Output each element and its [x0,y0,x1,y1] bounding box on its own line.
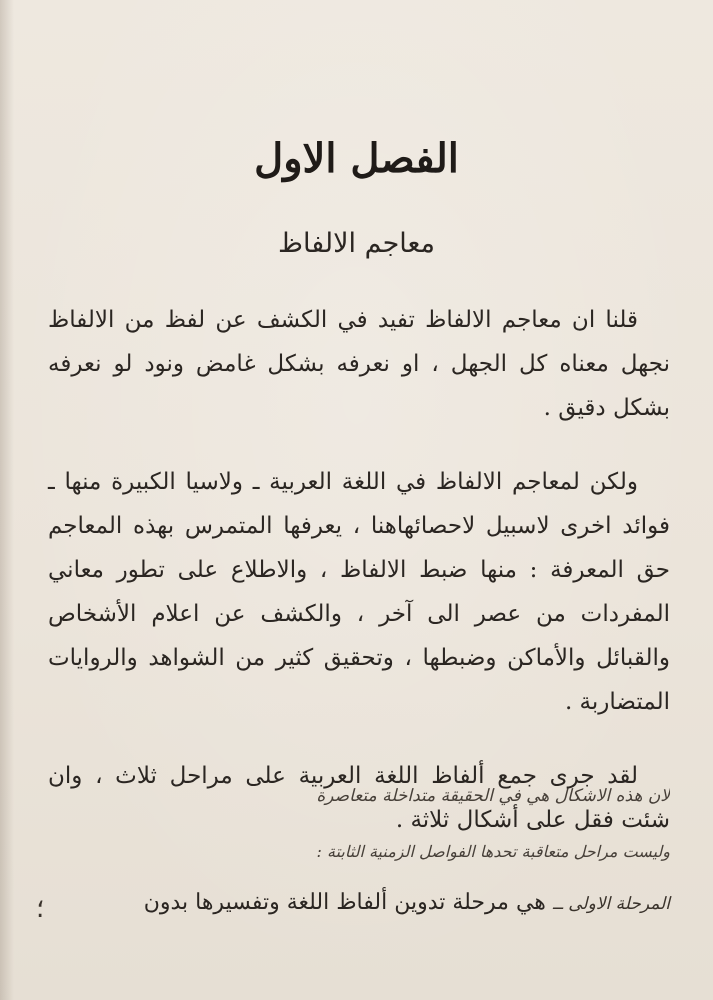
stage-one-line [48,890,670,915]
body-text [48,298,670,846]
handwritten-note-1: لان هذه الاشكال هي في الحقيقة متداخلة متعاصرة [316,786,670,806]
paragraph-1: قلنا ان معاجم الالفاظ تفيد في الكشف عن لفظ من الالفاظ نجهل معناه كل الجهل ، او نعرفه بشكل غامض ونود لو نعرفه بشكل دقيق . [48,307,670,421]
section-title: معاجم الالفاظ [278,228,435,259]
stage-one-label: المرحلة الاولى ــ [552,894,670,914]
paragraph-3: لقد جرى جمع ألفاظ اللغة العربية على مراحل ثلاث ، وان شئت فقل على أشكال ثلاثة . [48,763,670,833]
margin-mark: ؛ [36,894,45,924]
handwritten-note-2: وليست مراحل متعاقبة تحدها الفواصل الزمنية الثابتة : [316,842,670,861]
stage-one-text: هي مرحلة تدوين ألفاظ اللغة وتفسيرها بدون [143,890,546,915]
paragraph-2: ولكن لمعاجم الالفاظ في اللغة العربية ـ ولاسيا الكبيرة منها ـ فوائد اخرى لاسبيل لاحصائهاهنا ، يعرفها المتمرس بهذه المعاجم حق المعرفة : منها ضبط الالفاظ ، والاطلاع على تطور معاني المفردات من عصر الى آخر ، والكشف عن اعلام الأشخاص والقبائل والأماكن وضبطها ، وتحقيق كثير من الشواهد والروايات المتضاربة . [48,469,670,715]
chapter-title: الفصل الاول [254,135,459,182]
